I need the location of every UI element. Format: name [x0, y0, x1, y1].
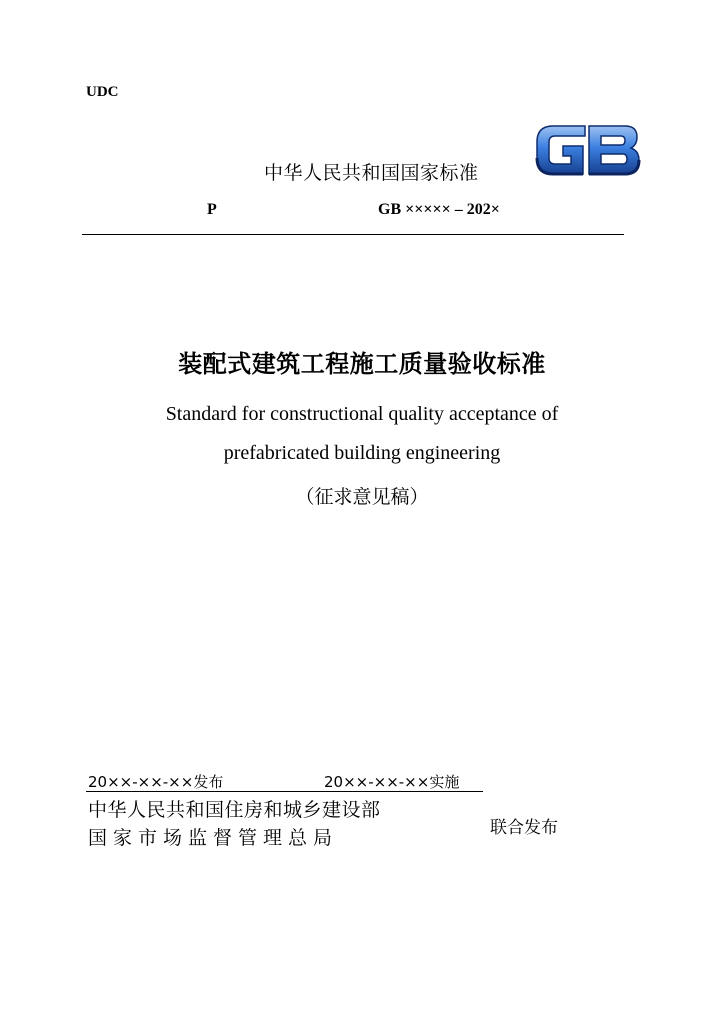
title-english-line1: Standard for constructional quality acceptance of	[165, 403, 559, 425]
standard-number: GB ××××× – 202×	[378, 201, 500, 218]
title-english-line2: prefabricated building engineering	[223, 442, 501, 464]
udc-label: UDC	[86, 84, 119, 100]
issue-date: 20××-××-××发布	[88, 773, 224, 791]
issuer-administration: 国家市场监督管理总局	[88, 827, 339, 849]
implementation-date: 20××-××-××实施	[324, 773, 460, 791]
issuer-ministry: 中华人民共和国住房和城乡建设部	[88, 799, 381, 821]
classification-code: P	[207, 201, 217, 218]
joint-issue-label: 联合发布	[490, 818, 558, 838]
national-standard-label: 中华人民共和国国家标准	[264, 162, 479, 184]
title-chinese: 装配式建筑工程施工质量验收标准	[178, 350, 546, 378]
header-divider	[82, 234, 624, 235]
gb-logo	[533, 118, 643, 182]
draft-note: （征求意见稿）	[295, 486, 429, 508]
dates-row	[86, 771, 483, 792]
